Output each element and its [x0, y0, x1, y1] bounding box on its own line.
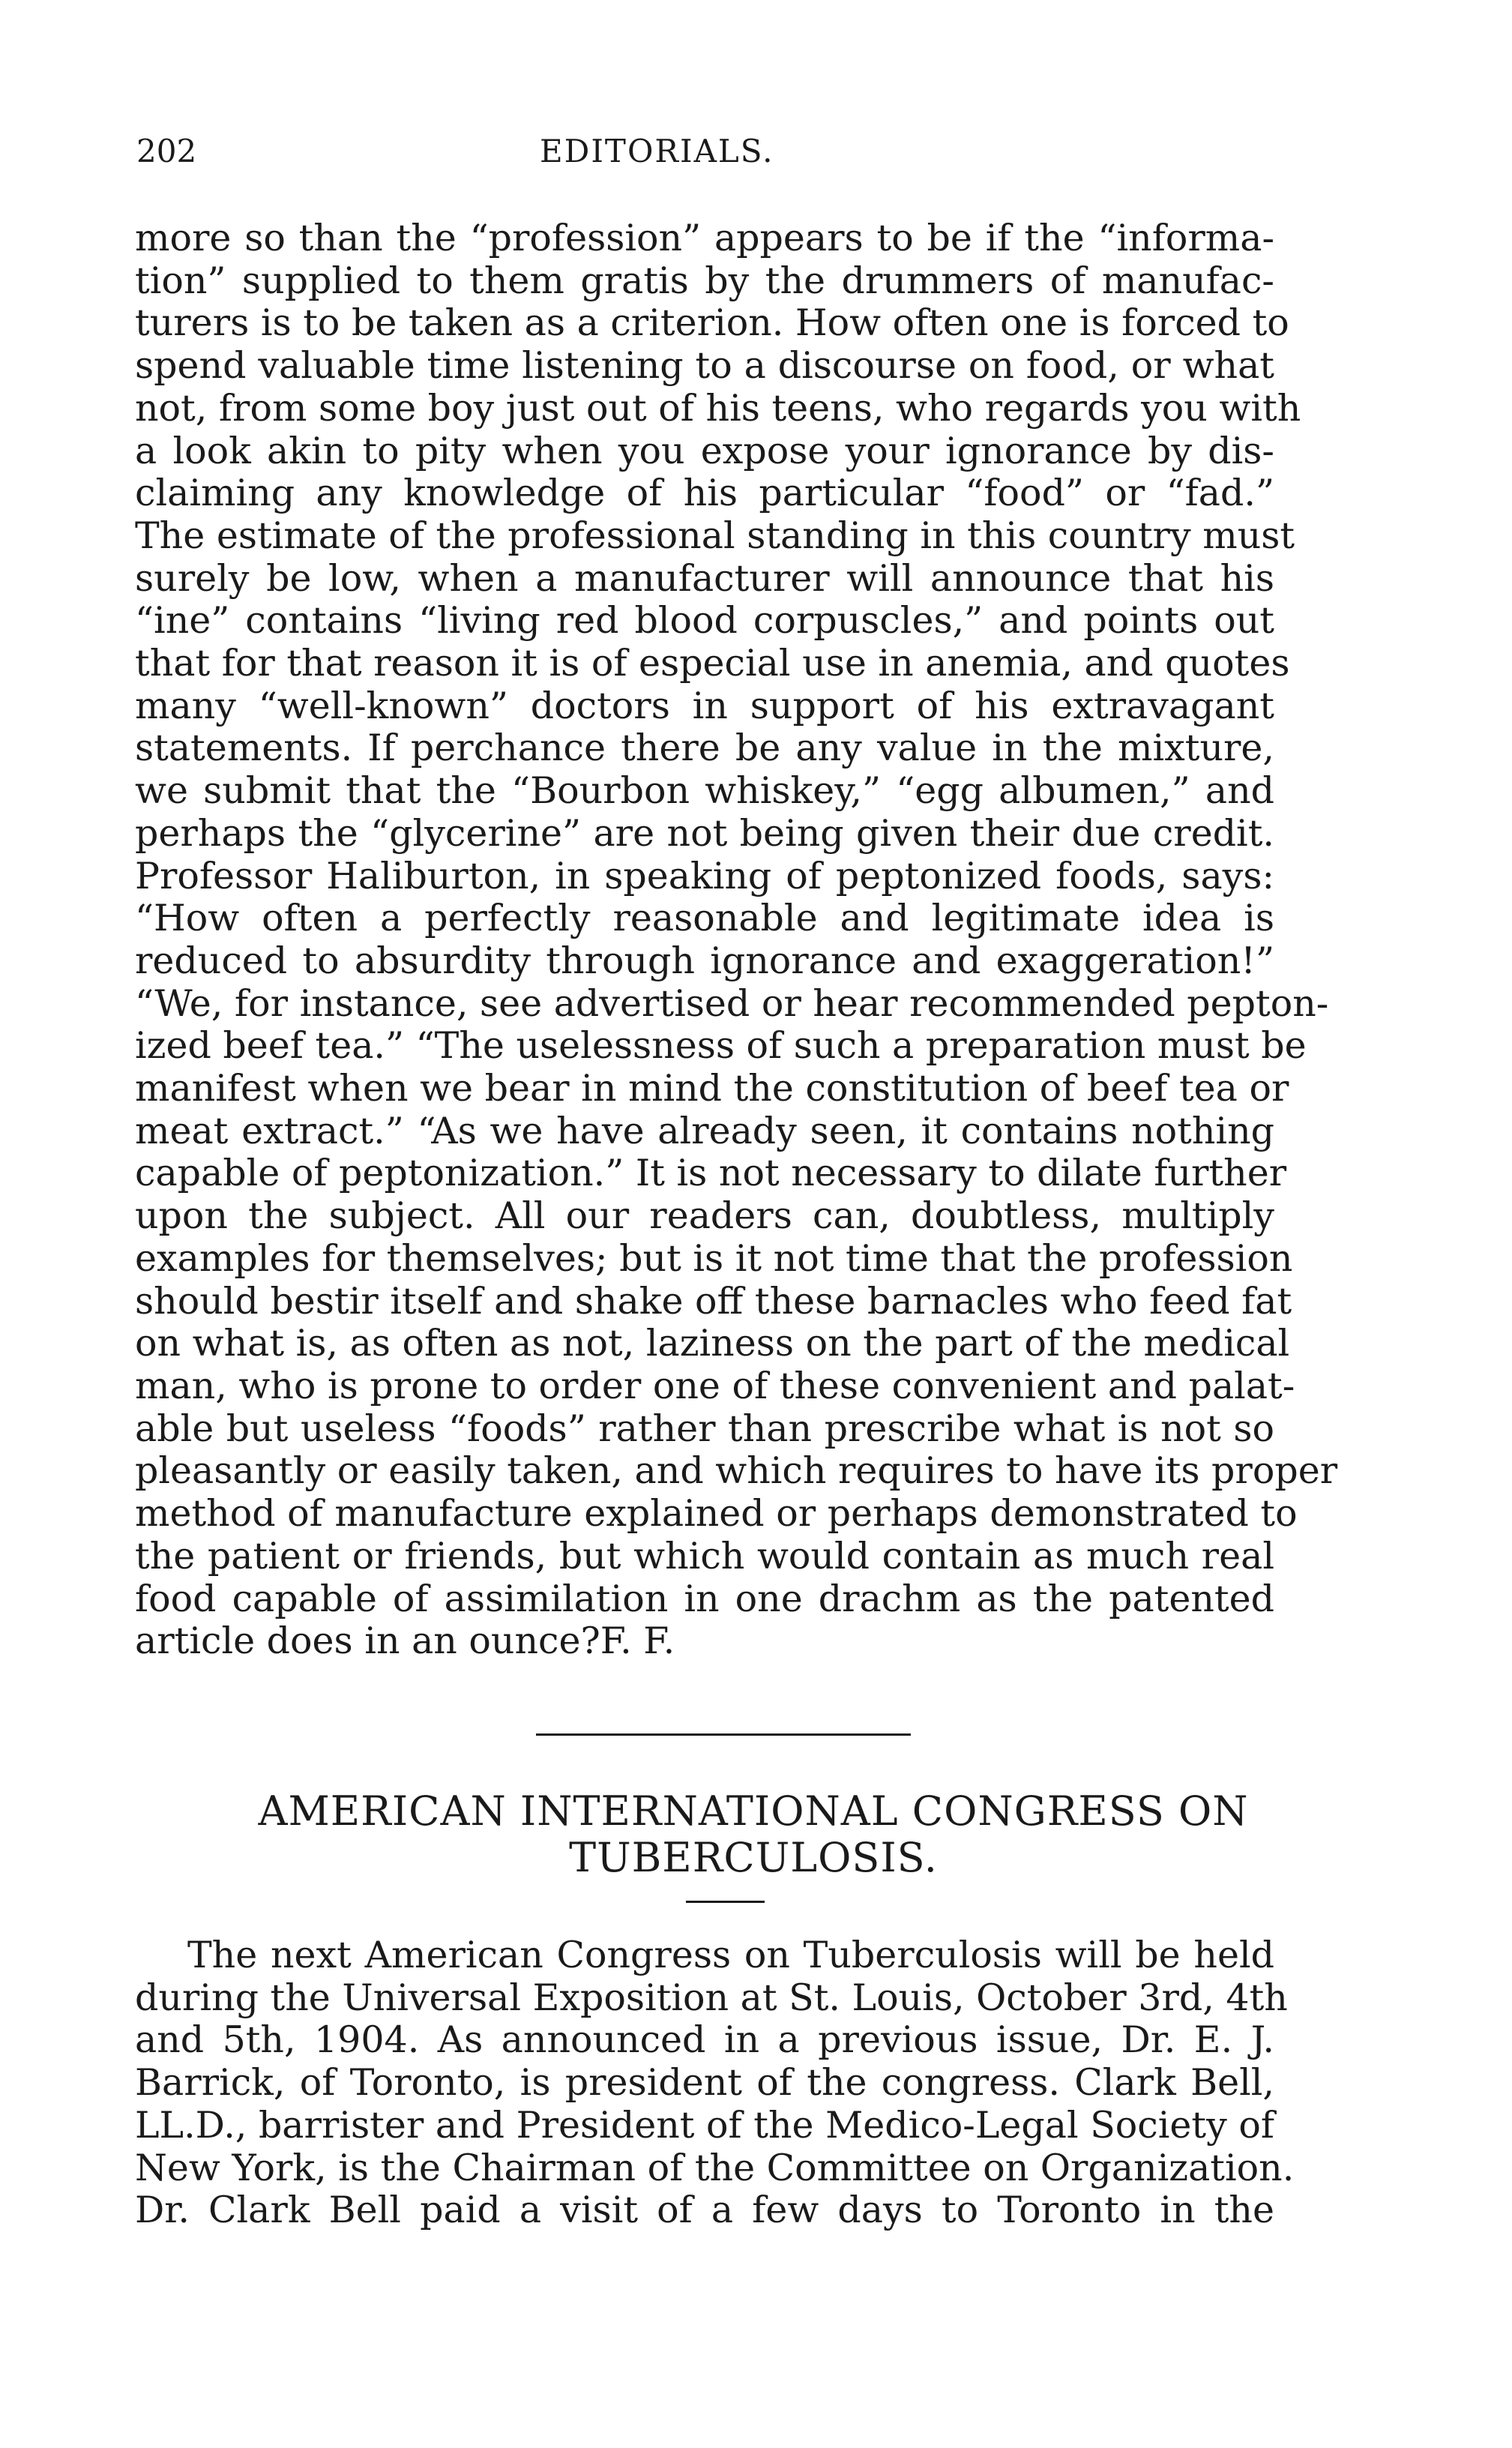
editorial-line: turers is to be taken as a criterion. How often one is forced to: [135, 301, 1289, 345]
editorial-line: spend valuable time listening to a discourse on food, or what: [135, 344, 1274, 388]
section-title-line-1: AMERICAN INTERNATIONAL CONGRESS ON: [258, 1787, 1249, 1835]
running-head: EDITORIALS.: [540, 133, 774, 169]
congress-line: New York, is the Chairman of the Committee on Organization.: [135, 2146, 1295, 2189]
editorial-line: able but useless “foods” rather than prescribe what is not so: [135, 1407, 1274, 1450]
editorial-line: manifest when we bear in mind the constitution of beef tea or: [135, 1067, 1289, 1110]
editorial-line: “How often a perfectly reasonable and legitimate idea is: [135, 897, 1274, 940]
editorial-line: a look akin to pity when you expose your ignorance by dis-: [135, 429, 1274, 472]
congress-article-body: [135, 1934, 1295, 2232]
editorial-line: perhaps the “glycerine” are not being given their due credit.: [135, 811, 1274, 855]
editorial-line: The estimate of the professional standing in this country must: [135, 514, 1295, 557]
section-title-line-2: TUBERCULOSIS.: [569, 1834, 938, 1881]
congress-line: Barrick, of Toronto, is president of the congress. Clark Bell,: [135, 2061, 1274, 2105]
editorial-line: ized beef tea.” “The uselessness of such a preparation must be: [135, 1024, 1307, 1068]
editorial-line: not, from some boy just out of his teens, who regards you with: [135, 386, 1301, 430]
editorial-line: examples for themselves; but is it not time that the profession: [135, 1236, 1293, 1280]
editorial-line: method of manufacture explained or perhaps demonstrated to: [135, 1492, 1298, 1536]
editorial-line: “We, for instance, see advertised or hear recommended pepton-: [135, 981, 1329, 1025]
editorial-line: the patient or friends, but which would contain as much real: [135, 1534, 1274, 1578]
congress-line: and 5th, 1904. As announced in a previous issue, Dr. E. J.: [135, 2018, 1274, 2062]
section-divider-rule: [536, 1733, 911, 1736]
editorial-last-line: article does in an ounce?: [135, 1620, 600, 1663]
congress-line: during the Universal Exposition at St. Louis, October 3rd, 4th: [135, 1976, 1288, 2019]
editorial-line: pleasantly or easily taken, and which requires to have its proper: [135, 1449, 1338, 1493]
editorial-line: man, who is prone to order one of these convenient and palat-: [135, 1364, 1295, 1407]
editorial-line: should bestir itself and shake off these barnacles who feed fat: [135, 1279, 1292, 1323]
editorial-signature: F. F.: [600, 1620, 675, 1663]
editorial-line: reduced to absurdity through ignorance and exaggeration!”: [135, 939, 1274, 982]
editorial-line: we submit that the “Bourbon whiskey,” “egg albumen,” and: [135, 769, 1274, 813]
editorial-line: more so than the “profession” appears to be if the “informa-: [135, 217, 1274, 259]
editorial-body: [135, 217, 1338, 1663]
editorial-line: surely be low, when a manufacturer will announce that his: [135, 556, 1274, 600]
editorial-closing-line: [135, 1620, 1274, 1663]
editorial-line: Professor Haliburton, in speaking of peptonized foods, says:: [135, 854, 1274, 897]
editorial-line: claiming any knowledge of his particular “food” or “fad.”: [135, 472, 1274, 515]
editorial-line: statements. If perchance there be any value in the mixture,: [135, 727, 1274, 770]
editorial-line: on what is, as often as not, laziness on the part of the medical: [135, 1322, 1290, 1365]
editorial-line: “ine” contains “living red blood corpuscles,” and points out: [135, 599, 1274, 643]
editorial-line: upon the subject. All our readers can, doubtless, multiply: [135, 1194, 1274, 1238]
congress-line: The next American Congress on Tuberculosis will be held: [187, 1934, 1274, 1976]
editorial-line: tion” supplied to them gratis by the drummers of manufac-: [135, 259, 1274, 302]
editorial-line: that for that reason it is of especial use in anemia, and quotes: [135, 642, 1290, 685]
editorial-line: many “well-known” doctors in support of his extravagant: [135, 684, 1274, 727]
editorial-line: meat extract.” “As we have already seen, it contains nothing: [135, 1109, 1274, 1152]
congress-line: Dr. Clark Bell paid a visit of a few days to Toronto in the: [135, 2189, 1274, 2232]
congress-line: LL.D., barrister and President of the Medico-Legal Society of: [135, 2103, 1274, 2147]
editorial-line: capable of peptonization.” It is not necessary to dilate further: [135, 1152, 1287, 1195]
page-number: 202: [136, 133, 197, 169]
section-title: [135, 1788, 1372, 1881]
editorial-line: food capable of assimilation in one drachm as the patented: [135, 1577, 1274, 1620]
title-underline-rule: [686, 1901, 765, 1903]
